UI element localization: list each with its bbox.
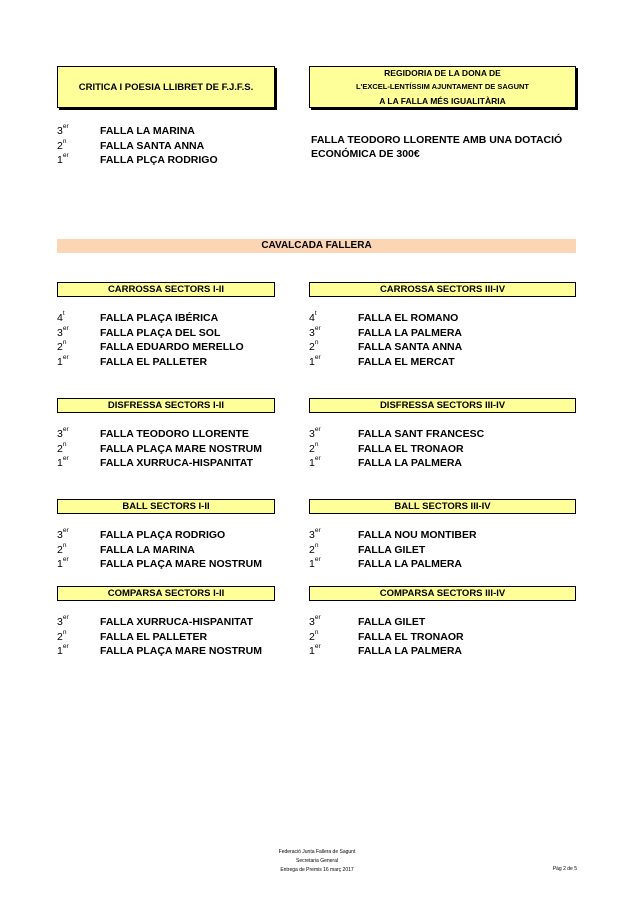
position <box>309 558 321 570</box>
position <box>57 428 69 440</box>
position-number: 3 <box>309 428 315 440</box>
position-suffix: er <box>314 455 321 462</box>
falla-name: FALLA PLAÇA MARE NOSTRUM <box>100 558 262 570</box>
position <box>309 428 321 440</box>
falla-name: FALLA EDUARDO MERELLO <box>100 341 244 353</box>
disfressa-1-title: DISFRESSA SECTORS I-II <box>57 398 275 413</box>
position <box>309 541 319 556</box>
critica-title-box <box>57 66 275 108</box>
position <box>309 324 321 339</box>
position <box>57 324 69 339</box>
position-number: 2 <box>309 630 315 643</box>
position-suffix: er <box>314 426 321 433</box>
falla-name: FALLA SANTA ANNA <box>100 139 205 152</box>
falla-name: FALLA PLAÇA RODRIGO <box>100 529 226 541</box>
position-suffix: n <box>314 541 319 549</box>
falla-name: FALLA PLÇA RODRIGO <box>100 154 218 166</box>
position-suffix: er <box>62 426 69 433</box>
position-number: 4 <box>57 312 63 324</box>
position <box>309 457 321 469</box>
disfressa-2-title: DISFRESSA SECTORS III-IV <box>309 398 576 413</box>
position <box>309 353 321 368</box>
regidoria-title-box <box>309 66 576 108</box>
position-number: 1 <box>309 355 315 368</box>
position-number: 1 <box>57 154 63 166</box>
falla-name: FALLA XURRUCA-HISPANITAT <box>100 616 254 628</box>
position-suffix: n <box>314 628 319 636</box>
position-number: 2 <box>57 630 63 643</box>
carrossa-2-title: CARROSSA SECTORS III-IV <box>309 282 576 297</box>
position-suffix: er <box>314 527 321 534</box>
position-suffix: er <box>314 324 321 332</box>
footer-line-2: Secretaria General <box>296 858 338 864</box>
position-suffix: er <box>62 123 69 130</box>
position-number: 1 <box>57 645 63 657</box>
position <box>57 541 67 556</box>
position-suffix: er <box>62 527 69 534</box>
position <box>57 558 69 570</box>
position <box>309 616 321 628</box>
position-number: 2 <box>309 341 315 353</box>
position-number: 1 <box>309 457 315 469</box>
ball-2-title: BALL SECTORS III-IV <box>309 499 576 514</box>
position-suffix: n <box>62 440 67 448</box>
position-suffix: n <box>62 339 67 346</box>
position-suffix: er <box>314 353 321 361</box>
position <box>57 125 69 137</box>
position <box>57 440 67 455</box>
position <box>309 529 321 541</box>
position-number: 3 <box>57 125 63 137</box>
position <box>57 312 65 324</box>
position-number: 2 <box>309 442 315 455</box>
position-suffix: er <box>314 643 321 650</box>
position-number: 1 <box>57 457 63 469</box>
position <box>309 628 319 643</box>
footer-line-1: Federació Junta Fallera de Sagunt <box>278 849 356 855</box>
position-suffix: n <box>62 628 67 636</box>
position <box>57 353 69 368</box>
position <box>309 645 321 657</box>
position <box>57 457 69 469</box>
footer-line-3: Entrega de Premis 16 març 2017 <box>280 867 354 873</box>
ball-1-title: BALL SECTORS I-II <box>57 499 275 514</box>
position-number: 3 <box>309 326 315 339</box>
position-number: 3 <box>309 616 315 628</box>
critica-title: CRITICA I POESIA LLIBRET DE F.J.F.S. <box>78 81 254 93</box>
position-number: 3 <box>57 428 63 440</box>
position <box>57 616 69 628</box>
position-number: 2 <box>57 139 63 152</box>
falla-name: FALLA PLAÇA MARE NOSTRUM <box>100 645 262 657</box>
falla-name: FALLA NOU MONTIBER <box>358 529 477 541</box>
footer <box>0 848 634 875</box>
falla-name: FALLA PLAÇA DEL SOL <box>100 326 221 339</box>
falla-name: FALLA LA MARINA <box>100 543 195 556</box>
position-number: 3 <box>57 326 63 339</box>
falla-name: FALLA EL ROMANO <box>358 312 459 324</box>
regidoria-line-1: REGIDORIA DE LA DONA DE <box>384 68 501 78</box>
section-title: CAVALCADA FALLERA <box>57 239 576 253</box>
falla-name: FALLA TEODORO LLORENTE <box>100 428 249 440</box>
position-number: 3 <box>309 529 315 541</box>
position <box>57 628 67 643</box>
falla-name: FALLA LA MARINA <box>100 125 195 137</box>
falla-name: FALLA PLAÇA MARE NOSTRUM <box>100 442 262 455</box>
regidoria-line-2: L'EXCEL-LENTÍSSIM AJUNTAMENT DE SAGUNT <box>355 82 530 91</box>
position-suffix: er <box>62 152 69 159</box>
comparsa-1-title: COMPARSA SECTORS I-II <box>57 586 275 601</box>
page-number: Pàg 2 de 5 <box>552 866 577 872</box>
position-number: 1 <box>57 355 63 368</box>
position <box>309 440 319 455</box>
position-number: 1 <box>309 645 315 657</box>
position-number: 1 <box>309 558 315 570</box>
position <box>309 312 317 324</box>
position <box>309 341 318 353</box>
falla-name: FALLA EL PALLETER <box>100 355 208 368</box>
falla-name: FALLA XURRUCA-HISPANITAT <box>100 457 254 469</box>
position <box>57 341 66 353</box>
position-suffix: er <box>314 556 321 563</box>
regidoria-result: FALLA TEODORO LLORENTE AMB UNA DOTACIÓ ECONÓMICA DE 300€ <box>311 134 563 160</box>
position-number: 2 <box>309 543 315 556</box>
position-suffix: n <box>62 137 67 145</box>
falla-name: FALLA GILET <box>358 616 426 628</box>
position-suffix: er <box>314 614 321 621</box>
position-number: 2 <box>57 341 63 353</box>
falla-name: FALLA LA PALMERA <box>358 457 463 469</box>
falla-name: FALLA GILET <box>358 543 426 556</box>
position-suffix: t <box>314 310 317 317</box>
position-number: 4 <box>309 312 315 324</box>
position-suffix: n <box>314 440 319 448</box>
position-suffix: er <box>62 353 69 361</box>
falla-name: FALLA EL TRONAOR <box>358 630 464 643</box>
comparsa-2-title: COMPARSA SECTORS III-IV <box>309 586 576 601</box>
position <box>57 529 69 541</box>
position <box>57 137 67 152</box>
falla-name: FALLA PLAÇA IBÉRICA <box>100 312 219 324</box>
falla-name: FALLA EL TRONAOR <box>358 442 464 455</box>
falla-name: FALLA SANT FRANCESC <box>358 428 485 440</box>
position-number: 1 <box>57 558 63 570</box>
position-suffix: er <box>62 324 69 332</box>
position-suffix: n <box>314 339 319 346</box>
falla-name: FALLA EL PALLETER <box>100 630 208 643</box>
position-suffix: t <box>62 310 65 317</box>
position-number: 2 <box>57 442 63 455</box>
position-number: 3 <box>57 529 63 541</box>
falla-name: FALLA EL MERCAT <box>358 355 455 368</box>
position <box>57 645 69 657</box>
falla-name: FALLA LA PALMERA <box>358 326 463 339</box>
regidoria-line-3: A LA FALLA MÉS IGUALITÀRIA <box>379 96 506 106</box>
position-suffix: n <box>62 541 67 549</box>
position-suffix: er <box>62 614 69 621</box>
position <box>57 154 69 166</box>
falla-name: FALLA SANTA ANNA <box>358 341 463 353</box>
falla-name: FALLA LA PALMERA <box>358 558 463 570</box>
position-number: 3 <box>57 616 63 628</box>
position-suffix: er <box>62 643 69 650</box>
position-suffix: er <box>62 455 69 462</box>
carrossa-1-title: CARROSSA SECTORS I-II <box>57 282 275 297</box>
falla-name: FALLA LA PALMERA <box>358 645 463 657</box>
position-number: 2 <box>57 543 63 556</box>
position-suffix: er <box>62 556 69 563</box>
